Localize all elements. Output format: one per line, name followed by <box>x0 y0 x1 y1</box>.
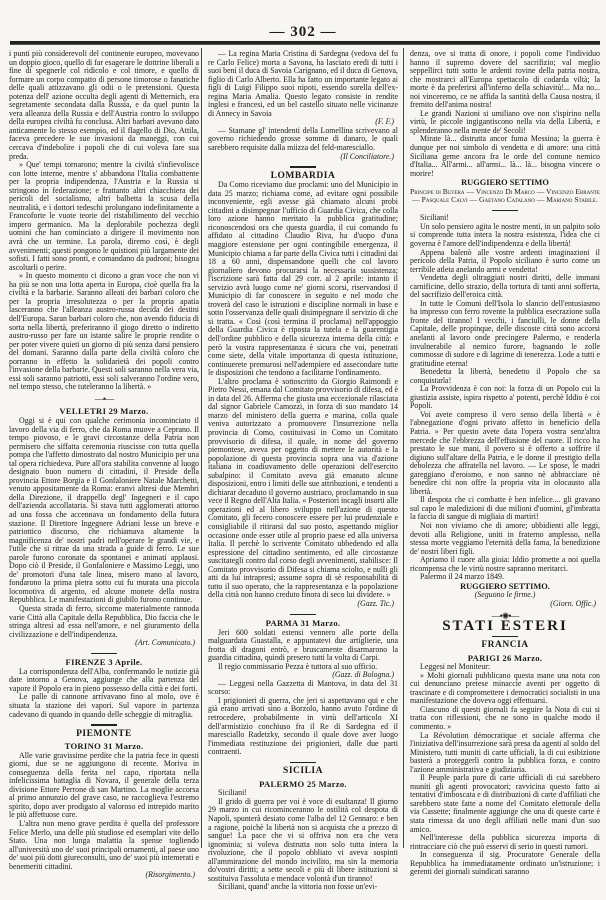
note: (Seguono le firme.) <box>474 590 536 600</box>
paragraph: Voi avete compreso il vero senso della libertà « è l'abnegazione d'ogni privato affetto in beneficio della Patria. » Per questo avete data l'opera vostra senz'altra mercede che l'ebbrezza dell'effusione del cuore. Il ricco ha prestato le sue mani, il povero si è offerto a soffrire il digiuno sull'altare della Patria, e le donne il prestigio della debolezza che affratella nel lavoro. — Le spose, le madri gareggiano d'eroismo, e non sanno nè abbracciare nè benedire chi non offre la propria vita in olocausto alla libertà. <box>410 409 600 496</box>
paragraph: Il regio commissario Pezza è tuttora al suo ufficio. <box>218 661 378 671</box>
paragraph: Leggesi nel Moniteur: <box>420 662 491 672</box>
signatories: Principe di Butera — Vincenzo Di Marco — Vincenzo Errante — Pasquale Calvi — Gaetano Catalano — Mariano Stabile. <box>410 186 600 205</box>
paragraph: » In questo momento ci dicono a gran voce che non vi ha più se non una lotta aperta in Europa, cioè quella fra la civiltà e la barbarie. Saranno alleati dei barbari coloro che per la propria irresolutezza o per la propria apatia lasceranno che l'alleanza austro-russa decida dei destini dell'Europa. Saran barbari coloro che, non avendo fiducia di sorta nella libertà, preferiranno il giogo diretto o indiretto austro-russo per fare un istante salire le proprie rendite o per poter vivere quieti un giorno di più senza darsi pensiero del domani. Saranno dalla parte della civiltà coloro che porranno in effetto la solidarietà dei popoli contro l'invasione della barbarie. Questi soli saranno nella vera via, essi soli saranno patriotti, essi soli salveranno l'ordine vero, nel tempo stesso, che tuteleranno la libertà. » <box>9 271 199 392</box>
paragraph: Nell'interesse della pubblica sicurezza importa di rintracciare ciò che può esservi di serio in questi rumori. <box>410 833 600 851</box>
column-1 <box>9 49 199 880</box>
paragraph: Jeri 600 soldati estensi vennero alle porte della malguardata Guastalla, e appuntatevi due artiglierie, una frotta di dragoni entrò, e bruscamente disarmarono la guardia cittadina, quindi presero tutti la volta di Carpi. <box>208 627 398 663</box>
paragraph: Apriamo il cuore alla gioia: Iddio promette a noi quella ricompensa che le virtù nostre sapranno meritarci. <box>410 555 600 573</box>
major-heading: STATI ESTERI <box>442 618 568 635</box>
paragraph: Siciliani, quand' anche la vittoria non fosse un'evi- <box>218 882 378 892</box>
paragraph: Ciascuno di questi giornali fa seguire la Nota di cui si tratta con riflessioni, che ne sono in qualche modo il commento. » <box>410 704 600 732</box>
paragraph: La Provvidenza è con noi: la forza di un Popolo cui la giustizia assiste, ispira rispetto a' potenti, perchè Iddio è coi Popoli. <box>410 384 600 411</box>
section-heading: SICILIA <box>283 766 323 777</box>
paragraph: » Molti giornali pubblicano questa mane una nota con cui denunciano pretese minaccie aventi per oggetto di trascinare e di compromettere i democratici socialisti in una manifestazione che doveva oggi effettuarsi. <box>410 670 600 706</box>
paragraph: Benedetta la libertà, benedetto il Popolo che sa conquistarla! <box>410 367 600 385</box>
paragraph: Le palle di cannone arrivavano fino al molo, ove è situata la stazione dei vapori. Sul vapore in partenza cadevano di quando in quando delle scheggie di mitraglia. <box>9 692 199 719</box>
section-heading: FRANCIA <box>481 640 529 651</box>
ornament: —•— <box>94 393 114 404</box>
paragraph: Il despota che ci combatte è ben infelice.... gli gravano sul capo le maledizioni di due milioni d'uomini, gl'imbratta la faccia di sangue di migliaia di martiri! <box>410 495 600 522</box>
paragraph: i punti più considerevoli del continente europeo, movevano un doppio gioco, quello di far esagerare le dottrine liberali a fine di spegnerle col ridicolo e col timore, e quello di formare un corpo compatto di persone timorose o fanatiche delle quali attizzavano gli odii o le pretensioni. Questa potenza dell' azione occulta degli agenti di Metternich, era segretamente secondata dalla Russia, e da quel punto la vera alleanza della Russia e dell'Austria contro lo sviluppo della europea civiltà fu conclusa. Altri barbari avevano dato anticamente lo stesso esempio, ed il flagello di Dio, Attila, faceva precedere le sue invasioni da maneggi, con cui cercava d'indebolire i popoli che di cui voleva fare sua preda. <box>9 49 199 161</box>
paragraph: La Révolution démocratique et sociale afferma che l'iniziativa dell'insurrezione sarà presa da agenti al soldo del Ministero, tutti muniti di carte ufficiali, la di cui esibizione basterà a proteggerli contro la pubblica forza, e contro l'azione amministrativa e giudiziaria. <box>410 730 600 774</box>
separator-rule <box>290 762 316 764</box>
source-credit: (F. F.) <box>375 117 394 127</box>
paragraph: Un solo pensiero agita le nostre menti, in un palpito solo si comprende tutta intera la nostra esistenza, l'idea che ci governa è l'amore dell'indipendenza e della libertà! <box>410 221 600 248</box>
paragraph: In tutte le Comuni dell'Isola lo slancio dell'entusiasmo ha impresso con ferro rovente la pubblica esecrazione sulla fronte del tiranno! I vecchi, i fanciulli, le donne della Capitale, delle propinque, delle discoste città sono accorsi anelanti al lavoro onde precingere Palermo, e renderla invulnerabile al nemico furore, bagnando le zolle commosse di sudore e di lagrime di tenerezza. Lode a tutti e gratitudine eterna! <box>410 298 600 368</box>
separator-rule <box>290 614 316 616</box>
paragraph: » Que' tempi tornarono; mentre la civiltà s'infievolisce con lotte interne, mentre s' abbandona l'Italia combattente per la propria indipendenza, l'Austria e la Russia si stringono in federazione; e frattanto altri chiacchiera dei pericoli del socialismo, altri balbetta la scusa della neutralità, e i dottori tedeschi prolungano indefinitamente a Francoforte le vuote teorie del ristabilimento del vecchio impero germanico. Ma la deplorabile pochezza degli uomini che han cominciato a dirigere il movimento non avrà che un termine. La parola, diremo così, è degli avvenimenti; questi pongono le quistioni più largamente dei sofisti. I fatti sono pronti, e comandano da padroni; bisogna ascoltarli o perire. <box>9 160 199 272</box>
paragraph: Vendetta degli oltraggiati nostri diritti, delle immani carnificine, dello strazio, della tortura di tanti anni sofferta, del sacrifizio dell'eroica città. <box>410 273 600 300</box>
paragraph: denza, ove si tratta di onore, i popoli come l'individuo hanno il supremo dovere del sacrifizio; val meglio seppellirci tutti sotto le ardenti rovine della patria nostra, che mostrarci all'Europa spettacolo di codarda viltà; la morte è da preferirsi all'inferno della schiavitù!... Ma no... noi vinceremo, ce ne affida la santità della Causa nostra, il fremito dell'anima nostra! <box>410 49 600 110</box>
source-credit: (Giorn. Offic.) <box>550 598 596 608</box>
paragraph: Noi non viviamo che di amore; ubbidienti alle leggi, devoti alla Religione, uniti in fraterno amplesso, nella stessa morte veggiamo l'eternità della fama, la benedizione de' nostri liberi figli. <box>410 521 600 556</box>
dateline: TORINO 31 Marzo. <box>64 741 144 752</box>
paragraph: — Leggesi nella Gazzetta di Mantova, in data del 31 scorso: <box>208 678 398 697</box>
paragraph: Il Peuple parla pure di carte ufficiali di cui sarebbero muniti gli agenti provocatori; ravvicina questo fatto ai tentativi d'imboscata e di distribuzioni di carte d'affiliati che sarebbero state fatte a nome del Comitato elettorale della via Cassette; finalmente aggiunge che una di queste carte è stata rimessa da uno degli affiliati nelle mani d'un suo amico. <box>410 773 600 834</box>
paragraph: Mirate là... distrutta ancor fuma Messina; la guerra è dunque per noi simbolo di vendetta e di amore: una città Siciliana geme ancora fra le orde del comune nemico d'Italia... All'armi... all'armi... là... là... bisogna vincere o morire! <box>410 134 600 178</box>
paragraph: I prigionieri di guerra, che jeri si aspettavano qui e che già erano arrivati sino a Borzolo, hanno avuto l'ordine di retrocedere, probabilmente in virtù dell'articolo XI dell'armistizio conchiuso fra il Re di Sardegna ed il maresciallo Radetzky, secondo il quale dove aver luogo l'immediata restituzione dei prigionieri, dalle due parti contraenti. <box>208 695 398 757</box>
paragraph: La corrispondenza dell'Alba, confermando le notizie già date intorno a Genova, aggiunge che alla partenza del vapore il Popolo era in pieno possesso della città e dei forti. <box>9 666 199 693</box>
paragraph: In conseguenza il sig. Procuratore Generale della Repubblica ha immediatamente ordinato un'istruzione; i gerenti dei giornali suindicati saranno <box>410 850 600 877</box>
dateline: FIRENZE 3 Aprile. <box>65 657 143 668</box>
paragraph: Il grido di guerra per voi è voce di esultanza! Il giorno 29 marzo in cui ricominceranno le ostilità col despota di Napoli, spunterà desiato come l'alba del 12 Gennaro: e ben a ragione, poichè la libertà non si acquista che a prezzo di sangue! La pace che vi si offriva non era che vera ignominia; si voleva distrutta non solo tutta intera la rivoluzione, che il popolo obbliato vi aveva sospinti all'ammirazione del mondo incivilito, ma sin la memoria do'vostri diritti; a sette secoli e più di libere istituzioni si sostituiva l'assoluta e mendace volontà d'un tiranno! <box>208 796 398 883</box>
source-credit: (Art. Comunicato.) <box>135 638 195 648</box>
page-number: — 302 — <box>269 24 337 40</box>
column-2 <box>208 49 398 892</box>
paragraph: Palermo il 24 marzo 1849. <box>420 572 504 582</box>
paragraph: — La regina Maria Cristina di Sardegna (vedova del fu re Carlo Felice) morta a Savona, ha lasciato eredi di tutti i suoi beni il duca di Savoia Carignano, ed il duca di Genova, figlio di Carlo Alberto. Ella ha fatto un importante legato ai figli di Luigi Filippo suoi nipoti, essendo sorella dell'ex-regina Maria Amalia. Questo legato consiste in rendite inglesi e francesi, ed un bel castello situato nelle vicinanze di Annecy in Savoia <box>208 49 398 118</box>
paragraph: Oggi si è qui con qualche cerimonia incominciato il lavoro della via di ferro, che da Roma muove a Ceprano. Il tempo piovoso, e le gravi circostanze della Patria non permisero che siffatta ceremonia riuscisse con tutta quella pompa che l'affetto dimostrato dal nostro Municipio per una tal opera richiedeva. Pure all'ora stabilita convenne al luogo designato buon numero di cittadini, il Preside della provincia Ettore Borgia e il Gonfaloniere Natale Marchetti, venuto appositamente da Roma: eranvi altresì due Membri della Direzione, il drappello degl' Ingegneri e il capo dell'azienda accollataria. Si stava tutti agglomerati attorno ad una fossa che accennava un fondamento della futura stazione. Il Direttore Ingegnere Adriani lesse un breve e patriottico discorso, che richiamava altamente la magnificenza de' nostri padri nell'operare le grandi vie, e l'utile che si ritrae da una strada a guide di ferro. Le sue parole furono coronate da spontanei e animati applausi. Dopo ciò il Preside, il Gonfaloniere e Massimo Leggi, uno de' promotori d'una tale linea, misero mano al lavoro, fondarono la prima pietra sotto cui fu murata una piccola locomotiva di argento, ed alcune monete della nostra Repubblica. Le manifestazioni di giubilo furono continue. <box>9 415 199 605</box>
paragraph: Le grandi Nazioni si umiliano ove non s'ispirino nella virtù, le piccole ingigantiscono nella via della Libertà, e splenderanno nella mente de' Secoli! <box>410 108 600 135</box>
column-divider <box>201 48 202 848</box>
paragraph: Alle varie gravissime perdite che la patria fece in questi giorni, due se ne aggiungono di recente. Moriva in conseguenza della ferita nel capo, riportata nella infelicissima battaglia di Novara, il generale della terza divisione Ettore Perrone di san Martino. La moglie accorsa al primo annunzio del grave caso, ne raccoglieva l'estremo spirito, dopo aver prodigato al valoroso ed intrepido marito le più affettuose cure. <box>9 750 199 820</box>
header-rule <box>10 41 600 45</box>
paragraph: Da Como riceviamo due proclami: uno del Municipio in data 25 marzo; richiama come, ad evitare ogni possibile inconveniente, egli avesse già chiamato alcuni probi cittadini a disimpegnar l'ufficio di Guardia Civica, che colla loro azione hanno meritato la pubblica gratitudine; riconoscendosi ora che questa guardia, il cui comando fu affidato al cittadino Claudio Riva, ha d'uopo d'una maggiore estensione per ogni contingibile emergenza, il Municipio chiama a far parte della Civica tutti i cittadini dai 18 a 60 anni, dispensandone quelli che col lavoro giornaliero devono procurarsi la necessaria sussistenza; l'iscrizione sarà fatta dal 29 corr. al 2 aprile: intanto il servizio avrà luogo come ne' giorni scorsi, riservandosi il Municipio di far conoscere in seguito e nel modo che troverà del caso le istruzioni e discipline normali in base e sotto l'osservanza delle quali disimpegnare il servizio di che si tratta. « Così (così termina il proclama) nell'appoggio della Guardia Civica è riposta la tutela e la guarentigia dell'ordine pubblico e della sicurezza interna della città: e però la vostra rappresentanza è sicura che voi, penetrati come siete, della vitale importanza di questa istituzione, continuerete premurosi nell'adempiere ed assecondare tutte le disposizioni che tendono a facilitarne l'ordinamento. <box>208 180 398 378</box>
paragraph: — Stamane gl' intendenti della Lomellina scrivevano al governo richiedendo grosse somme di danaro, le quali sarebbero requisite dalla miizza del feld-maresciallo. <box>208 125 398 153</box>
separator-rule <box>492 210 518 212</box>
signature: RUGGIERO SETTIMO. <box>460 581 550 591</box>
paragraph: L'altra non meno grave perdita è quella del professore Felice Merlo, una delle più studiose ed esemplari vite dello Stato. Una non lunga malattia la spense togliendo all'università uno de' suoi principali ornamenti, al paese uno de' suoi più dotti giureconsulti, uno de' suoi più intemerati e benemeriti cittadini. <box>9 819 199 871</box>
paragraph: Siciliani! <box>420 213 449 223</box>
source-credit: (Gazz. di Bologna.) <box>332 670 394 680</box>
ornament: —•✺•— <box>491 610 519 621</box>
paragraph: Siciliani! <box>218 788 247 798</box>
section-heading: LOMBARDIA <box>270 170 336 181</box>
paragraph: Appena balenò alle vostre ardenti imaginazioni il pericolo della Patria, il Popolo siciliano è surto come un terribile atleta anelando armi e vendetta! <box>410 247 600 274</box>
separator-rule <box>290 166 316 168</box>
column-divider <box>403 48 404 848</box>
column-3 <box>410 49 600 877</box>
dateline: PARMA 31 Marzo. <box>265 618 341 628</box>
dateline: PALERMO 25 Marzo. <box>259 778 347 789</box>
separator-rule <box>492 636 518 638</box>
dateline: PARIGI 26 Marzo. <box>467 652 543 663</box>
source-credit: (Risorgimento.) <box>145 870 195 880</box>
dateline: VELLETRI 29 Marzo. <box>59 406 149 417</box>
source-credit: (Gazz. Tic.) <box>357 598 394 608</box>
section-heading: PIEMONTE <box>76 728 132 739</box>
source-credit: (Il Conciliatore.) <box>340 151 394 161</box>
paragraph: L'altro proclama è sottoscritto da Giorgio Raimondi e Pietro Nessi, emana dal Comitato provvisorio di difesa, ed è in data del 26. Afferma che giusta una eccezionale rilasciata dal signor Gabriele Camozzi, in forza di suo mandato 14 marzo del ministero della guerra e marina, colla quale veniva autorizzato a promuovere l'insurrezione nella provincia di Como, costituivasi in Como un Comitato provvisorio di difesa, il quale, in nome del governo piemontese, aveva per oggetto di mettere le autorità e la popolazione di questa provincia sopra una via d'azione italiana in coadiuvamento delle operazioni dell'esercito subalpino: il Comitato aveva già emanato alcune disposizioni, entro i limiti delle sue attribuzioni, e tendenti a dichiarar decaduto il governo austriaco, proclamando in sua vece il Regno dell'Alta Italia. « Posteriori incagli insorti alle operazioni ed al libero sviluppo nell'azione di questo Comitato, gli fecero conoscere essere per lui prudenziale e consigliabile il ritirarsi dal suo posto, aspettando miglior occasione onde esser utile al proprio paese ed alla universa Italia. Il perchè lo scrivente Comitato ubbedendo ed alla espressione del cittadino sentimento, ed alle circostanze suscitategli contro dal corso degli avvenimenti, stabilisce: Il Comitato provvisorio di Difesa si chiama sciolto, e nulli gli atti da lui intrapresi; assume sopra di sè responsabilità di tutto il suo operato, che la rappresentanza e la popolazione della città non hanno creduto finora di seco lui dividere. » <box>208 376 398 600</box>
separator-rule <box>91 653 117 655</box>
signature: RUGGIERO SETTIMO <box>461 178 549 188</box>
paragraph: Questa strada di ferro, siccome materialmente rannoda varie Città alla Capitale della Repubblica, Dio faccia che le stringa altresì ad essa nell'amore, e nel giuramento della civilizzazione e dell'indipendenza. <box>9 604 199 639</box>
separator-rule <box>91 724 117 726</box>
